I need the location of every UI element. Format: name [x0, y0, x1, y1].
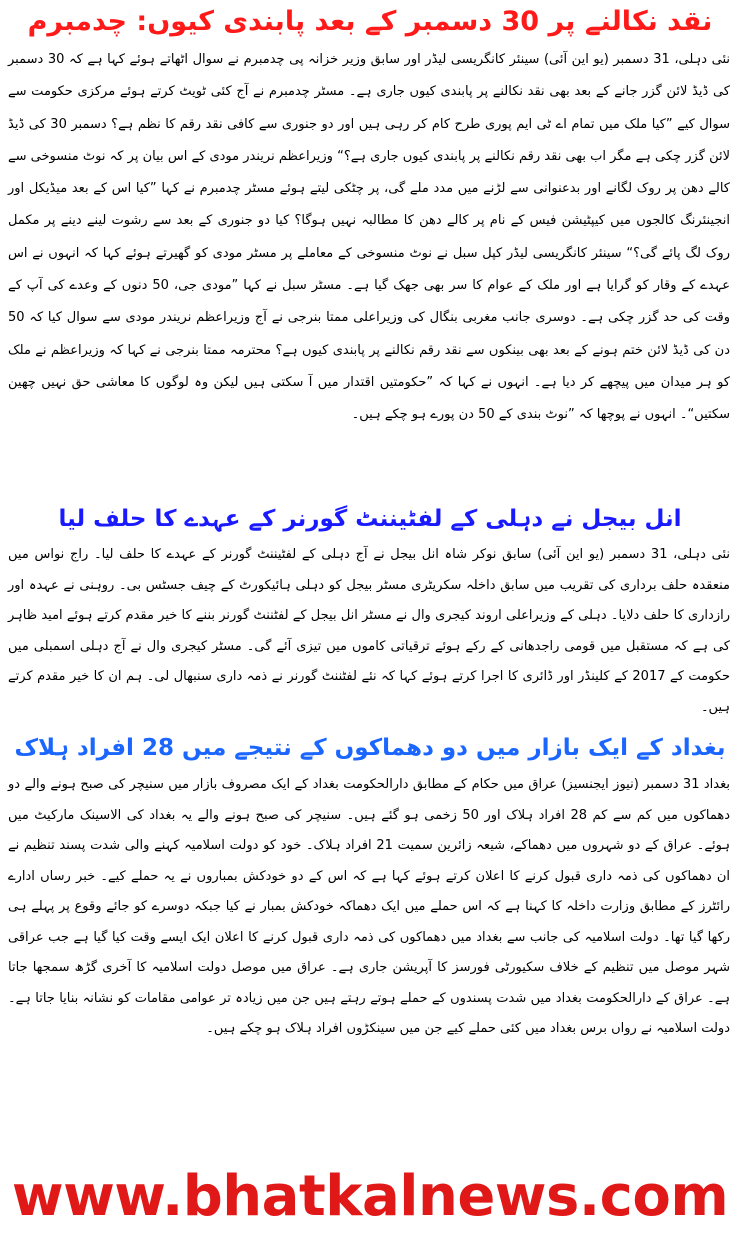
headline-anil-baijal: انل بیجل نے دہلی کے لفٹیننٹ گورنر کے عہدے کا حلف لیا [58, 506, 682, 532]
article-chidambaram [8, 44, 730, 498]
article-body-anil-baijal: نئی دہلی، 31 دسمبر (یو این آئی) سابق نوکر شاہ انل بیجل نے آج دہلی کے لفٹیننٹ گورنر کے عہدے کا حلف لیا۔ راج نواس میں منعقدہ حلف برداری کی تقریب میں سابق داخلہ سکریٹری مسٹر بیجل کو دہلی ہائیکورٹ کے چیف جسٹس بی۔ روہنی نے عہدہ اور رازداری کا حلف دلایا۔ دہلی کے وزیراعلی اروند کیجری وال نے مسٹر انل بیجل کے لفٹننٹ گورنر بننے کا خیر مقدم کرتے ہوئے امید ظاہر کی ہے کہ مستقبل میں قومی راجدھانی کے رکے ہوئے ترقیاتی کاموں میں تیزی آئے گی۔ مسٹر کیجری وال نے آج دہلی اسمبلی میں حکومت کے 2017 کے کلینڈر اور ڈائری کا اجرا کرتے ہوئے کہا کہ نئے لفٹننٹ گورنر نے ذمہ داری سنبھال لی۔ ہم ان کا خیر مقدم کرتے ہیں۔ [8, 547, 730, 715]
article-anil-baijal [8, 540, 730, 726]
article-baghdad-blasts [8, 770, 730, 1148]
article-body-baghdad-blasts: بغداد 31 دسمبر (نیوز ایجنسیز) عراق میں حکام کے مطابق دارالحکومت بغداد کے ایک مصروف بازار میں سنیچر کی صبح ہونے والے دو دھماکوں میں کم سے کم 28 افراد ہلاک اور 50 زخمی ہو گئے ہیں۔ سنیچر کی صبح ہونے والے یہ بغداد کی الاسینک مارکیٹ میں ہوئے۔ عراق کے دو شہروں میں دھماکے، شیعہ زائرین سمیت 21 افراد ہلاک۔ خود کو دولت اسلامیہ کہنے والی شدت پسند تنظیم نے ان دھماکوں کی ذمہ داری قبول کرنے کا اعلان کرتے ہوئے کہا ہے کہ اس کے دو خودکش بمباروں نے یہ حملے کیے۔ خبر رساں ادارے رائٹرز کے مطابق وزارت داخلہ کا کہنا ہے کہ اس حملے میں ایک دھماکہ خودکش بمبار نے کیا جبکہ دوسرے کو جائے وقوع پر پہلے ہی رکھا گیا تھا۔ دولت اسلامیہ کی جانب سے بغداد میں دھماکوں کی ذمہ داری قبول کرنے کا اعلان ایک ایسے وقت کیا گیا ہے جب عراقی شہر موصل میں تنظیم کے خلاف سکیورٹی فورسز کا آپریشن جاری ہے۔ عراق میں موصل دولت اسلامیہ کا آخری گڑھ سمجھا جاتا ہے۔ عراق کے دارالحکومت بغداد میں شدت پسندوں کے حملے ہوتے رہتے ہیں جن میں زیادہ تر عوامی مقامات کو نشانہ بنایا جاتا ہے۔ دولت اسلامیہ نے رواں برس بغداد میں کئی حملے کیے جن میں سینکڑوں افراد ہلاک ہو چکے ہیں۔ [8, 777, 730, 1036]
headline-baghdad-blasts: بغداد کے ایک بازار میں دو دھماکوں کے نتیجے میں 28 افراد ہلاک [14, 735, 726, 761]
headline-chidambaram: نقد نکالنے پر 30 دسمبر کے بعد پابندی کیوں: چدمبرم [27, 6, 713, 37]
footer-site-link[interactable]: www.bhatkalnews.com [11, 1164, 729, 1229]
article-body-chidambaram: نئی دہلی، 31 دسمبر (یو این آئی) سینئر کانگریسی لیڈر اور سابق وزیر خزانہ پی چدمبرم نے سوال اٹھاتے ہوئے کہا ہے کہ 30 دسمبر کی ڈیڈ لائن گزر جانے کے بعد بھی نقد نکالنے پر پابندی کیوں جاری ہے۔ مسٹر چدمبرم نے آج کئی ٹویٹ کرتے ہوئے مرکزی حکومت سے سوال کیے ”کیا ملک میں تمام اے ٹی ایم پوری طرح کام کر رہی ہیں اور دو جنوری سے کافی نقد رقم کا نظم ہے؟ دسمبر 30 کی ڈیڈ لائن گزر چکی ہے مگر اب بھی نقد رقم نکالنے پر پابندی کیوں جاری ہے؟“ وزیراعظم نریندر مودی کے اس بیان پر کہ نوٹ منسوخی سے کالے دھن پر روک لگانے اور بدعنوانی سے لڑنے میں مدد ملے گی، پر چٹکی لیتے ہوئے مسٹر چدمبرم نے کہا ”کیا اس کے بعد میڈیکل اور انجینئرنگ کالجوں میں کیپٹیشن فیس کے نام پر کالے دھن کا مطالبہ نہیں ہوگا؟ کیا دو جنوری کے بعد سے رشوت لینے دینے پر مکمل روک لگ پائے گی؟“ سینئر کانگریسی لیڈر کپل سبل نے نوٹ منسوخی کے معاملے پر مسٹر مودی کو گھیرتے ہوئے کہا کہ انہوں نے اس عہدے کے وقار کو گرایا ہے اور ملک کے عوام کا سر بھی جھک گیا ہے۔ مسٹر سبل نے کہا ”مودی جی، 50 دنوں کے وعدے کی آپ کے وقت کی حد گزر چکی ہے۔ دوسری جانب مغربی بنگال کی وزیراعلی ممتا بنرجی نے آج وزیراعظم نریندر مودی سے سوال کیا کہ 50 دن کی ڈیڈ لائن ختم ہونے کے بعد بھی بینکوں سے نقد رقم نکالنے پر پابندی کیوں ہے؟ محترمہ ممتا بنرجی نے کہا کہ وزیراعظم نے ملک کو ہر میدان میں پیچھے کر دیا ہے۔ انہوں نے کہا کہ ”حکومتیں اقتدار میں آ سکتی ہیں لیکن وہ لوگوں کا معاشی حق نہیں چھین سکتیں“۔ انہوں نے پوچھا کہ ”نوٹ بندی کے 50 دن پورے ہو چکے ہیں۔ [8, 52, 730, 423]
